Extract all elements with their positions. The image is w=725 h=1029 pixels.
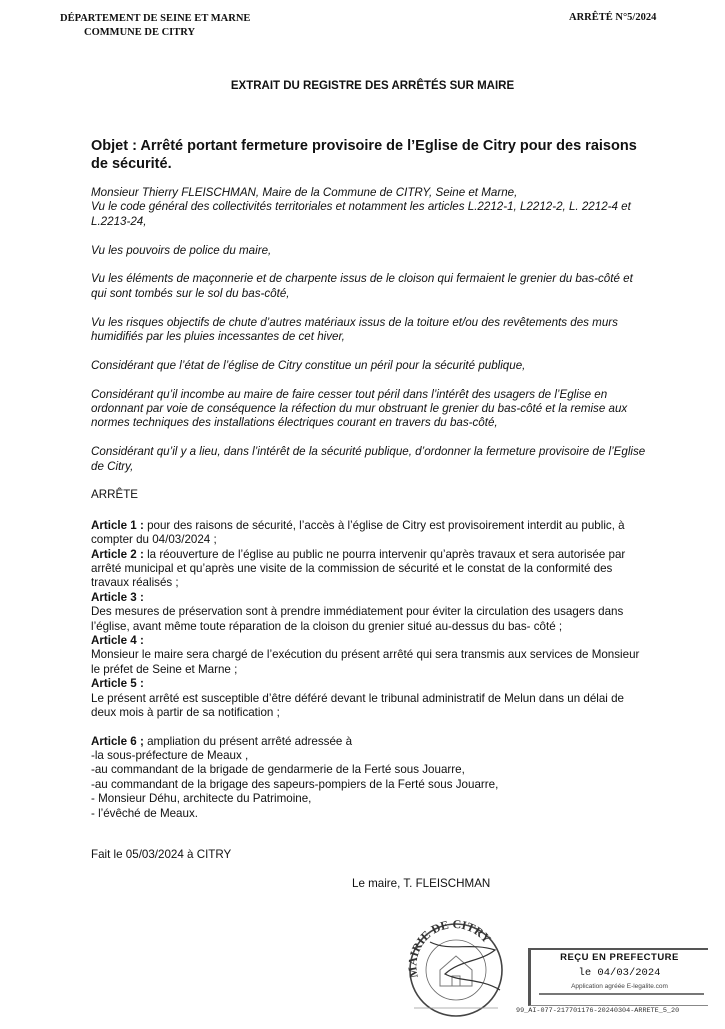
- article-text: Monsieur le maire sera chargé de l’exécution du présent arrêté qui sera transmis aux services de Monsieur le préfet de Seine et Marne ;: [91, 648, 640, 676]
- department-header: [60, 12, 250, 40]
- article-label: Article 1: [91, 518, 137, 532]
- preamble-paragraph: Vu les pouvoirs de police du maire,: [91, 243, 272, 257]
- article-text: pour des raisons de sécurité, l’accès à l’église de Citry est provisoirement interdit au public, à compter du 04/03/2024 ;: [91, 518, 625, 547]
- article-4: [91, 634, 651, 677]
- article-label: Article 6: [91, 734, 137, 748]
- extract-title: EXTRAIT DU REGISTRE DES ARRÊTÉS SUR MAIRE: [230, 80, 515, 92]
- signature-line: Le maire, T. FLEISCHMAN: [352, 877, 491, 890]
- department-name: DÉPARTEMENT DE SEINE ET MARNE: [60, 13, 251, 24]
- article-1: [91, 519, 651, 548]
- recipient-item: -au commandant de la brigage des sapeurs-pompiers de la Ferté sous Jouarre,: [91, 777, 499, 791]
- arrete-label: ARRÊTE: [91, 488, 139, 502]
- article-sep: :: [136, 634, 144, 648]
- article-5: [91, 677, 651, 720]
- article-sep: :: [136, 518, 148, 532]
- article-label: Article 3: [91, 590, 137, 604]
- commune-name: COMMUNE DE CITRY: [84, 27, 196, 38]
- recipient-item: - Monsieur Déhu, architecte du Patrimoine,: [91, 792, 312, 806]
- preamble-line: Vu le code général des collectivités territoriales et notamment les articles L.2212-1, L2212-2, L. 2212-4 et L.2213-24,: [91, 200, 631, 228]
- article-text: ampliation du présent arrêté adressée à: [147, 734, 353, 748]
- article-6: [91, 735, 651, 749]
- recipient-item: -la sous-préfecture de Meaux ,: [91, 748, 249, 762]
- preamble-paragraph: Vu les éléments de maçonnerie et de charpente issus de le cloison qui fermaient le grenier du bas-côté et qui sont tombés sur le sol du bas-côté,: [91, 272, 633, 300]
- article-label: Article 2: [91, 547, 137, 561]
- preamble-line: Monsieur Thierry FLEISCHMAN, Maire de la Commune de CITRY, Seine et Marne,: [91, 186, 518, 199]
- fait-line: Fait le 05/03/2024 à CITRY: [91, 848, 232, 861]
- article-sep: ;: [136, 734, 148, 748]
- prefecture-stamp: [528, 948, 708, 1006]
- stamp-date: le 04/03/2024: [578, 967, 661, 979]
- seal-icon: [400, 912, 512, 1024]
- articles: [91, 519, 651, 821]
- article-sep: :: [136, 547, 148, 561]
- recipient-item: -au commandant de la brigade de gendarmerie de la Ferté sous Jouarre,: [91, 763, 465, 777]
- arrete-number: ARRÊTÉ N°5/2024: [569, 12, 657, 23]
- article-label: Article 5: [91, 677, 137, 691]
- article-label: Article 4: [91, 634, 137, 648]
- stamp-provider: Application agréée E-legalite.com: [571, 983, 668, 990]
- recipient-item: - l’évêché de Meaux.: [91, 806, 198, 820]
- article-3: [91, 591, 651, 634]
- objet-heading: Objet : Arrêté portant fermeture provisoire de l’Eglise de Citry pour des raisons de sécurité.: [91, 138, 637, 172]
- stamp-code: 99_AI-077-217701176-20240304-ARRETE_5_20: [516, 1007, 680, 1015]
- document-body: [91, 186, 651, 821]
- preamble-paragraph: Considérant qu’il y a lieu, dans l’intérêt de la sécurité publique, d’ordonner la fermeture provisoire de l’Eglise de Citry,: [91, 445, 646, 473]
- mairie-seal: [400, 912, 512, 1024]
- article-text: la réouverture de l’église au public ne pourra intervenir qu’après travaux et sera autorisée par arrêté municipal et qu’après une visite de la commission de sécurité et le constat de la conformité des travaux réalisés ;: [91, 547, 626, 590]
- article-text: Des mesures de préservation sont à prendre immédiatement pour éviter la circulation des usagers dans l’église, avant même toute réparation de la cloison du grenier situé au-dessus du bas- côté ;: [91, 605, 624, 633]
- preamble-paragraph: Considérant que l’état de l’église de Citry constitue un péril pour la sécurité publique,: [91, 358, 526, 372]
- article-text: Le présent arrêté est susceptible d’être déféré devant le tribunal administratif de Melun dans un délai de deux mois à partir de sa notification ;: [91, 691, 624, 720]
- stamp-title: REÇU EN PREFECTURE: [560, 952, 679, 963]
- preamble-mayor: [91, 186, 651, 229]
- preamble-paragraph: Considérant qu’il incombe au maire de faire cesser tout péril dans l’intérêt des usagers de l’Eglise en ordonnant par voie de conséquence la réfection du mur obstruant le grenier du bas-côté et la remise aux normes techniques des installations électriques courant en travers du bas-côté,: [91, 387, 628, 430]
- stamp-divider: [539, 993, 704, 995]
- preamble-paragraph: Vu les risques objectifs de chute d’autres matériaux issus de la toiture et/ou des revêtements des murs humidifiés par les pluies incessantes de cet hiver,: [91, 315, 618, 344]
- article-sep: :: [136, 590, 144, 604]
- svg-text:MAIRIE DE CITRY: MAIRIE DE CITRY: [405, 916, 494, 979]
- article-2: [91, 548, 651, 591]
- article-sep: :: [136, 677, 144, 691]
